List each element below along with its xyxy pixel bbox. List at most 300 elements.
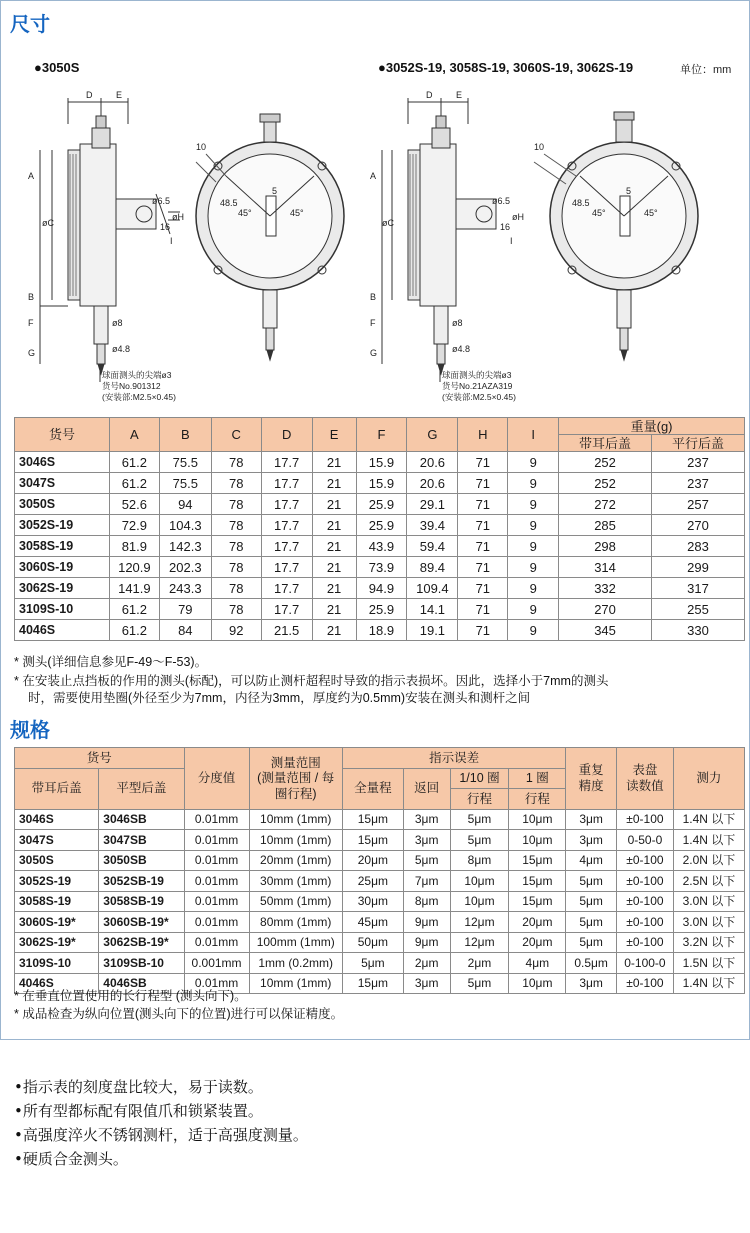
table-cell: 43.9 — [356, 536, 407, 557]
table-cell: 15μm — [509, 850, 566, 871]
table-cell: ±0-100 — [617, 809, 674, 830]
table-cell: 25.9 — [356, 599, 407, 620]
table-cell: 9μm — [403, 912, 450, 933]
table-row — [15, 557, 745, 578]
table-cell: 72.9 — [109, 515, 159, 536]
table-cell: 61.2 — [109, 620, 159, 641]
table-cell: 104.3 — [159, 515, 211, 536]
table-cell: 5μm — [450, 830, 509, 851]
table-cell: 21 — [312, 494, 356, 515]
table-cell: 0.01mm — [184, 912, 249, 933]
svg-text:øC: øC — [42, 218, 54, 228]
table-cell: 30mm (1mm) — [249, 871, 342, 892]
feature-item: •所有型都标配有限值爪和锁紧装置。 — [14, 1102, 263, 1120]
table-cell: 61.2 — [109, 473, 159, 494]
table-cell: 78 — [211, 599, 261, 620]
table-cell: 78 — [211, 536, 261, 557]
spec-header-error-one-2: 行程 — [509, 789, 566, 810]
model-heading-right: ●3052S-19, 3058S-19, 3060S-19, 3062S-19 — [378, 60, 634, 75]
table-row — [15, 932, 745, 953]
table-cell: 17.7 — [261, 557, 312, 578]
table-cell: 71 — [458, 599, 508, 620]
table-cell: 255 — [652, 599, 745, 620]
table-cell: 141.9 — [109, 578, 159, 599]
table-cell: 94.9 — [356, 578, 407, 599]
model-code-cell: 4046SB — [99, 973, 184, 994]
table-cell: 142.3 — [159, 536, 211, 557]
table-cell: 15μm — [342, 830, 403, 851]
table-cell: 5μm — [566, 932, 617, 953]
spec-header-error-full: 全量程 — [342, 768, 403, 809]
table-cell: 9 — [508, 473, 559, 494]
model-code-cell: 3060S-19 — [15, 557, 110, 578]
table-cell: 59.4 — [407, 536, 458, 557]
table-cell: 0.5μm — [566, 953, 617, 974]
table-cell: 17.7 — [261, 536, 312, 557]
table-cell: 9 — [508, 515, 559, 536]
tip-note-right: 球面测头的尖端ø3 — [442, 370, 512, 380]
table-cell: 0.01mm — [184, 871, 249, 892]
table-cell: 5μm — [566, 891, 617, 912]
table-cell: 29.1 — [407, 494, 458, 515]
dim-header-weight: 重量(g) — [559, 418, 745, 435]
table-cell: 7μm — [403, 871, 450, 892]
table-row — [15, 494, 745, 515]
table-row — [15, 871, 745, 892]
svg-text:16: 16 — [500, 222, 511, 232]
table-cell: 9 — [508, 557, 559, 578]
svg-text:ø8: ø8 — [112, 318, 123, 328]
svg-text:45°: 45° — [644, 208, 658, 218]
table-cell: 10mm (1mm) — [249, 973, 342, 994]
model-code-cell: 3047SB — [99, 830, 184, 851]
svg-text:5: 5 — [626, 186, 632, 196]
table-cell: 15μm — [342, 973, 403, 994]
table-row — [15, 891, 745, 912]
table-cell: 19.1 — [407, 620, 458, 641]
table-cell: 2μm — [450, 953, 509, 974]
table-cell: 299 — [652, 557, 745, 578]
model-code-cell: 3062SB-19* — [99, 932, 184, 953]
svg-text:D: D — [86, 90, 93, 100]
spec-header-error-tenth-2: 行程 — [450, 789, 509, 810]
table-cell: 5μm — [342, 953, 403, 974]
table-cell: 71 — [458, 494, 508, 515]
table-cell: 20.6 — [407, 473, 458, 494]
table-cell: ±0-100 — [617, 973, 674, 994]
table-cell: 1.4N 以下 — [673, 830, 744, 851]
dim-note-1: * 测头(详细信息参见F-49～F-53)。 — [14, 655, 208, 669]
table-cell: 237 — [652, 473, 745, 494]
table-cell: 80mm (1mm) — [249, 912, 342, 933]
table-cell: 15μm — [509, 871, 566, 892]
dim-header-c: C — [211, 418, 261, 452]
table-cell: 3μm — [403, 830, 450, 851]
dimension-table — [14, 417, 745, 641]
table-cell: 5μm — [450, 809, 509, 830]
dim-header-i: I — [508, 418, 559, 452]
table-cell: 78 — [211, 557, 261, 578]
model-code-cell: 3047S — [15, 830, 99, 851]
model-code-cell: 3062S-19* — [15, 932, 99, 953]
svg-text:45°: 45° — [290, 208, 304, 218]
table-cell: 0.01mm — [184, 932, 249, 953]
dim-note-3: 时，需要使用垫圈(外径至少为7mm，内径为3mm，厚度约为0.5mm)安装在测头和测杆之间 — [28, 691, 531, 705]
table-cell: 3μm — [403, 809, 450, 830]
svg-text:ø4.8: ø4.8 — [112, 344, 131, 354]
table-cell: 3μm — [566, 830, 617, 851]
feature-item: •指示表的刻度盘比较大，易于读数。 — [14, 1078, 263, 1096]
table-row — [15, 953, 745, 974]
table-cell: 21 — [312, 536, 356, 557]
table-cell: 94 — [159, 494, 211, 515]
table-cell: 1.4N 以下 — [673, 809, 744, 830]
table-cell: 252 — [559, 452, 652, 473]
model-heading-left: ●3050S — [34, 60, 80, 75]
table-cell: 4μm — [566, 850, 617, 871]
table-cell: 317 — [652, 578, 745, 599]
table-row — [15, 578, 745, 599]
table-cell: 3.0N 以下 — [673, 891, 744, 912]
table-cell: 257 — [652, 494, 745, 515]
table-cell: 330 — [652, 620, 745, 641]
table-cell: 237 — [652, 452, 745, 473]
table-cell: 252 — [559, 473, 652, 494]
svg-text:ø6.5: ø6.5 — [152, 196, 171, 206]
table-cell: ±0-100 — [617, 891, 674, 912]
table-cell: 20μm — [342, 850, 403, 871]
dim-header-h: H — [458, 418, 508, 452]
table-cell: 20μm — [509, 912, 566, 933]
spec-table-body — [15, 809, 745, 994]
table-cell: 71 — [458, 620, 508, 641]
table-cell: 21 — [312, 515, 356, 536]
model-code-cell: 3060S-19* — [15, 912, 99, 933]
table-cell: 20.6 — [407, 452, 458, 473]
dim-header-e: E — [312, 418, 356, 452]
table-cell: 17.7 — [261, 599, 312, 620]
table-cell: 9 — [508, 599, 559, 620]
table-cell: 21 — [312, 620, 356, 641]
table-cell: 0-100-0 — [617, 953, 674, 974]
model-code-cell: 3062S-19 — [15, 578, 110, 599]
table-cell: 0.01mm — [184, 850, 249, 871]
dimension-section-title: 尺寸 — [10, 12, 50, 36]
table-cell: 3.2N 以下 — [673, 932, 744, 953]
dim-header-a: A — [109, 418, 159, 452]
table-cell: 39.4 — [407, 515, 458, 536]
table-cell: 50μm — [342, 932, 403, 953]
table-cell: 92 — [211, 620, 261, 641]
unit-label: 单位：mm — [680, 64, 732, 76]
table-cell: 8μm — [403, 891, 450, 912]
table-cell: 14.1 — [407, 599, 458, 620]
table-row — [15, 912, 745, 933]
table-cell: 17.7 — [261, 515, 312, 536]
table-row — [15, 850, 745, 871]
table-cell: 25μm — [342, 871, 403, 892]
spec-note-2: * 成品检查为纵向位置(测头向下的位置)进行可以保证精度。 — [14, 1007, 344, 1021]
model-code-cell: 3052S-19 — [15, 871, 99, 892]
model-code-cell: 3046S — [15, 452, 110, 473]
svg-text:G: G — [28, 348, 36, 358]
table-cell: 10mm (1mm) — [249, 830, 342, 851]
spec-section-title: 规格 — [10, 718, 50, 742]
svg-text:ø8: ø8 — [452, 318, 463, 328]
svg-text:F: F — [370, 318, 376, 328]
table-cell: 17.7 — [261, 494, 312, 515]
table-cell: 15μm — [509, 891, 566, 912]
model-code-cell: 3050SB — [99, 850, 184, 871]
table-cell: 5μm — [403, 850, 450, 871]
model-code-cell: 3050S — [15, 494, 110, 515]
table-cell: ±0-100 — [617, 932, 674, 953]
model-code-cell: 3046SB — [99, 809, 184, 830]
model-code-cell: 4046S — [15, 973, 99, 994]
table-cell: 2.0N 以下 — [673, 850, 744, 871]
table-cell: 0-50-0 — [617, 830, 674, 851]
svg-text:10: 10 — [196, 142, 207, 152]
spec-header-dial: 表盘 读数值 — [617, 748, 674, 810]
svg-text:45°: 45° — [238, 208, 252, 218]
model-code-cell: 3058S-19 — [15, 536, 110, 557]
thread-left: (安装部:M2.5×0.45) — [102, 392, 176, 402]
table-cell: 9 — [508, 452, 559, 473]
thread-right: (安装部:M2.5×0.45) — [442, 392, 516, 402]
table-cell: ±0-100 — [617, 871, 674, 892]
model-code-cell: 3058SB-19 — [99, 891, 184, 912]
spec-header-code-flat: 平型后盖 — [99, 768, 184, 809]
table-cell: 50mm (1mm) — [249, 891, 342, 912]
table-cell: 270 — [559, 599, 652, 620]
table-cell: 61.2 — [109, 599, 159, 620]
table-row — [15, 830, 745, 851]
spec-header-force: 测力 — [673, 748, 744, 810]
table-cell: 283 — [652, 536, 745, 557]
model-code-cell: 3052SB-19 — [99, 871, 184, 892]
table-cell: 4μm — [509, 953, 566, 974]
svg-text:45°: 45° — [592, 208, 606, 218]
svg-text:B: B — [28, 292, 35, 302]
svg-text:E: E — [456, 90, 463, 100]
table-cell: ±0-100 — [617, 912, 674, 933]
table-cell: 17.7 — [261, 452, 312, 473]
svg-text:F: F — [28, 318, 34, 328]
table-cell: 10μm — [509, 973, 566, 994]
table-cell: 75.5 — [159, 452, 211, 473]
spec-header-error-one: 1 圈 — [509, 768, 566, 789]
table-cell: 78 — [211, 473, 261, 494]
model-code-cell: 3058S-19 — [15, 891, 99, 912]
svg-text:A: A — [28, 171, 35, 181]
svg-text:E: E — [116, 90, 123, 100]
spec-header-code-ear: 带耳后盖 — [15, 768, 99, 809]
table-cell: 21 — [312, 557, 356, 578]
table-cell: 21 — [312, 578, 356, 599]
svg-text:øH: øH — [172, 212, 184, 222]
table-cell: 30μm — [342, 891, 403, 912]
dim-header-b: B — [159, 418, 211, 452]
table-row — [15, 473, 745, 494]
table-cell: 120.9 — [109, 557, 159, 578]
svg-text:ø6.5: ø6.5 — [492, 196, 511, 206]
spec-header-error: 指示误差 — [342, 748, 565, 769]
svg-text:øH: øH — [512, 212, 524, 222]
table-cell: 78 — [211, 578, 261, 599]
table-cell: 79 — [159, 599, 211, 620]
table-cell: 3μm — [566, 809, 617, 830]
table-cell: 109.4 — [407, 578, 458, 599]
table-cell: 71 — [458, 473, 508, 494]
table-cell: 272 — [559, 494, 652, 515]
table-row — [15, 599, 745, 620]
table-cell: 20mm (1mm) — [249, 850, 342, 871]
table-cell: 5μm — [450, 973, 509, 994]
model-code-cell: 3052S-19 — [15, 515, 110, 536]
table-cell: 314 — [559, 557, 652, 578]
drawing-right — [368, 84, 738, 406]
feature-list — [14, 1075, 308, 1171]
table-cell: 10μm — [450, 891, 509, 912]
table-cell: 345 — [559, 620, 652, 641]
part-no-right: 货号No.21AZA319 — [442, 381, 513, 391]
svg-text:B: B — [370, 292, 377, 302]
svg-text:10: 10 — [534, 142, 545, 152]
spec-header-error-tenth: 1/10 圈 — [450, 768, 509, 789]
table-cell: 71 — [458, 557, 508, 578]
model-code-cell: 3050S — [15, 850, 99, 871]
table-cell: 81.9 — [109, 536, 159, 557]
table-row — [15, 620, 745, 641]
dim-note-2: * 在安装止点挡板的作用的测头(标配)，可以防止测杆超程时导致的指示表损坏。因此，选择小于7mm的测头 — [14, 674, 609, 688]
svg-text:A: A — [370, 171, 377, 181]
table-row — [15, 452, 745, 473]
table-cell: 9 — [508, 578, 559, 599]
spec-header-range: 测量范围 (测量范围 / 每 圈行程) — [249, 748, 342, 810]
table-row — [15, 809, 745, 830]
model-code-cell: 3109SB-10 — [99, 953, 184, 974]
table-cell: 8μm — [450, 850, 509, 871]
table-cell: 2.5N 以下 — [673, 871, 744, 892]
table-cell: 100mm (1mm) — [249, 932, 342, 953]
dim-header-weight-flat: 平行后盖 — [652, 435, 745, 452]
model-code-cell: 3109S-10 — [15, 599, 110, 620]
table-cell: 84 — [159, 620, 211, 641]
table-cell: 21 — [312, 452, 356, 473]
table-cell: 15.9 — [356, 473, 407, 494]
table-cell: 18.9 — [356, 620, 407, 641]
drawing-left — [20, 84, 360, 406]
table-cell: 270 — [652, 515, 745, 536]
table-cell: 9 — [508, 536, 559, 557]
dim-header-code: 货号 — [15, 418, 110, 452]
table-cell: 71 — [458, 452, 508, 473]
table-cell: 10mm (1mm) — [249, 809, 342, 830]
dim-header-g: G — [407, 418, 458, 452]
part-no-left: 货号No.901312 — [102, 381, 161, 391]
table-row — [15, 536, 745, 557]
table-cell: 61.2 — [109, 452, 159, 473]
table-cell: 15μm — [342, 809, 403, 830]
model-code-cell: 3046S — [15, 809, 99, 830]
table-cell: 71 — [458, 515, 508, 536]
table-cell: 17.7 — [261, 473, 312, 494]
table-cell: 12μm — [450, 932, 509, 953]
table-cell: 10μm — [509, 830, 566, 851]
table-cell: 89.4 — [407, 557, 458, 578]
table-cell: 73.9 — [356, 557, 407, 578]
table-cell: 25.9 — [356, 515, 407, 536]
table-cell: 21 — [312, 599, 356, 620]
feature-item: •硬质合金测头。 — [14, 1150, 128, 1168]
dim-header-d: D — [261, 418, 312, 452]
model-code-cell: 3109S-10 — [15, 953, 99, 974]
table-cell: ±0-100 — [617, 850, 674, 871]
table-cell: 0.01mm — [184, 891, 249, 912]
model-code-cell: 4046S — [15, 620, 110, 641]
table-cell: 9 — [508, 620, 559, 641]
table-cell: 75.5 — [159, 473, 211, 494]
table-cell: 21 — [312, 473, 356, 494]
dim-header-weight-ear: 带耳后盖 — [559, 435, 652, 452]
table-cell: 0.01mm — [184, 830, 249, 851]
table-cell: 1.4N 以下 — [673, 973, 744, 994]
svg-text:16: 16 — [160, 222, 171, 232]
table-cell: 0.001mm — [184, 953, 249, 974]
table-cell: 0.01mm — [184, 973, 249, 994]
table-cell: 243.3 — [159, 578, 211, 599]
table-cell: 78 — [211, 452, 261, 473]
table-cell: 3μm — [403, 973, 450, 994]
spec-header-error-return: 返回 — [403, 768, 450, 809]
table-cell: 5μm — [566, 912, 617, 933]
svg-text:I: I — [170, 236, 173, 246]
svg-text:48.5: 48.5 — [220, 198, 238, 208]
table-cell: 25.9 — [356, 494, 407, 515]
table-cell: 78 — [211, 494, 261, 515]
table-cell: 9 — [508, 494, 559, 515]
table-row — [15, 515, 745, 536]
table-cell: 2μm — [403, 953, 450, 974]
table-cell: 10μm — [450, 871, 509, 892]
table-cell: 20μm — [509, 932, 566, 953]
svg-text:G: G — [370, 348, 378, 358]
table-cell: 12μm — [450, 912, 509, 933]
dimension-table-body — [15, 452, 745, 641]
table-cell: 298 — [559, 536, 652, 557]
model-code-cell: 3047S — [15, 473, 110, 494]
table-cell: 15.9 — [356, 452, 407, 473]
table-cell: 78 — [211, 515, 261, 536]
table-cell: 71 — [458, 536, 508, 557]
table-cell: 3.0N 以下 — [673, 912, 744, 933]
table-cell: 1mm (0.2mm) — [249, 953, 342, 974]
table-cell: 45μm — [342, 912, 403, 933]
spec-header-repeatability: 重复 精度 — [566, 748, 617, 810]
table-cell: 202.3 — [159, 557, 211, 578]
dim-header-f: F — [356, 418, 407, 452]
table-cell: 71 — [458, 578, 508, 599]
table-cell: 52.6 — [109, 494, 159, 515]
table-cell: 3μm — [566, 973, 617, 994]
table-cell: 332 — [559, 578, 652, 599]
svg-text:ø4.8: ø4.8 — [452, 344, 471, 354]
svg-text:D: D — [426, 90, 433, 100]
table-cell: 21.5 — [261, 620, 312, 641]
svg-text:48.5: 48.5 — [572, 198, 590, 208]
spec-header-graduation: 分度值 — [184, 748, 249, 810]
table-cell: 5μm — [566, 871, 617, 892]
